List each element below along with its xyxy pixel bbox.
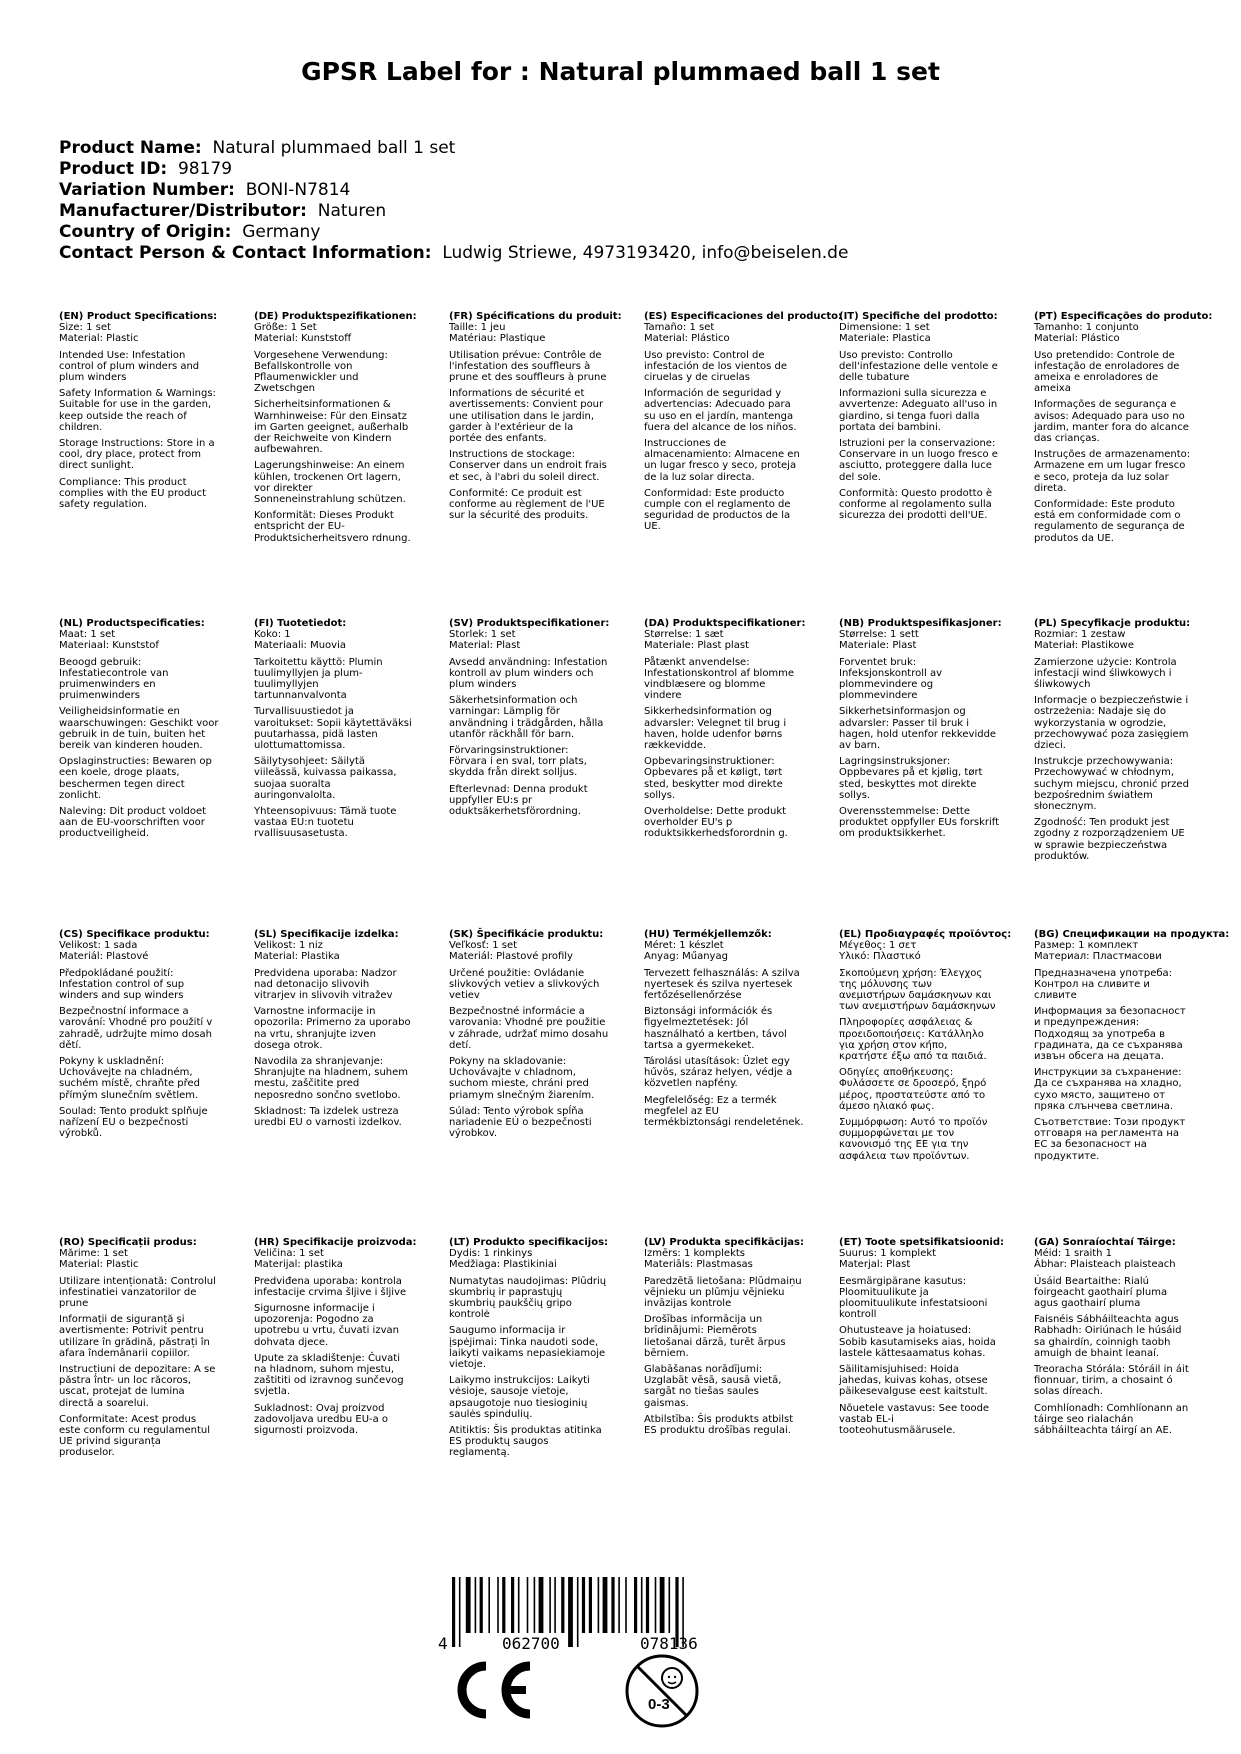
spec-text: Pokyny na skladovanie: Uchovávajte v chladnom, suchom mieste, chráni pred priamym slnečným žiarením. [449,1056,595,1101]
spec-text: Taille: 1 jeu Matériau: Plastique [449,322,546,345]
info-label: Manufacturer/Distributor: [59,201,307,221]
language-heading: (RO) Specificații produs: [59,1237,197,1248]
language-block [59,1237,219,1464]
spec-text: Treoracha Stórála: Stóráil in áit fionnuar, tirim, a chosaint ó solas díreach. [1034,1364,1189,1398]
spec-text: Laikymo instrukcijos: Laikyti vėsioje, sausoje vietoje, apsaugotoje nuo tiesioginių saulės spindulių. [449,1375,590,1420]
language-heading: (DE) Produktspezifikationen: [254,311,417,322]
info-row [59,159,848,180]
language-heading: (LV) Produkta specifikācijas: [644,1237,804,1248]
barcode-bar [603,1577,608,1633]
info-row [59,180,848,201]
spec-text: Varnostne informacije in opozorila: Primerno za uporabo na vrtu, shranjujte izven dosega otrok. [254,1006,411,1051]
barcode-digits-right: 078136 [640,1634,698,1653]
spec-text: Overholdelse: Dette produkt overholder EU's p roduktsikkerhedsforordnin g. [644,806,788,840]
spec-text: Säilitamisjuhised: Hoida jahedas, kuivas kohas, otsese päikesevalguse eest kaitstult. [839,1364,988,1398]
language-heading: (PT) Especificações do produto: [1034,311,1213,322]
spec-text: Bezpečnostní informace a varování: Vhodné pro použití v zahradě, udržujte mimo dosah dětí. [59,1006,213,1051]
spec-text: Předpokládané použití: Infestation control of sup winders and sup winders [59,967,185,1002]
spec-text: Información de seguridad y advertencias: Adecuado para su uso en el jardín, mantenga fuera del alcance de los niños. [644,388,797,433]
spec-text: Megfelelőség: Ez a termék megfelel az EU termékbiztonsági rendeletének. [644,1094,804,1129]
info-value: Naturen [317,201,387,221]
spec-text: Overensstemmelse: Dette produktet oppfyller EUs forskrift om produktsikkerhet. [839,806,1000,840]
spec-text: Informacje o bezpieczeństwie i ostrzeżenia: Nadaje się do wykorzystania w ogrodzie, przechowywać poza zasięgiem dzieci. [1034,695,1189,752]
language-heading: (PL) Specyfikacje produktu: [1034,618,1191,629]
spec-text: Opbevaringsinstruktioner: Opbevares på et køligt, tørt sted, beskytter mod direkte sollys. [644,756,783,801]
spec-text: Numatytas naudojimas: Plūdrių skumbrių ir paprastųjų skumbrių paukščių gripo kontrolė [449,1275,607,1321]
language-heading: (LT) Produkto specifikacijos: [449,1237,609,1248]
language-block [449,311,622,526]
spec-text: Lagerungshinweise: An einem kühlen, trockenen Ort lagern, vor direkter Sonneneinstrahlung schützen. [254,460,406,506]
spec-text: Safety Information & Warnings: Suitable for use in the garden, keep outside the reach of children. [59,388,216,433]
spec-text: Intended Use: Infestation control of plum winders and plum winders [59,349,200,384]
spec-text: Upute za skladištenje: Čuvati na hladnom, suhom mjestu, zaštititi od izravnog sunčevog svjetla. [254,1352,404,1398]
spec-text: Sigurnosne informacije i upozorenja: Pogodno za upotrebu u vrtu, čuvati izvan dohvata djece. [254,1303,399,1348]
spec-text: Méret: 1 készlet Anyag: Műanyag [644,940,728,963]
language-block [59,929,219,1144]
barcode-bar [669,1577,671,1633]
spec-text: Συμμόρφωση: Αυτό το προϊόν συμμορφώνεται με τον κανονισμό της ΕΕ για την ασφάλεια των προϊόντων. [839,1117,988,1162]
language-block [449,1237,609,1464]
spec-text: Informazioni sulla sicurezza e avvertenze: Adeguato all'uso in giardino, si tenga fuori dalla portata dei bambini. [839,388,998,433]
spec-text: Størrelse: 1 sett Materiale: Plast [839,629,919,652]
spec-text: Vorgesehene Verwendung: Befallskontrolle von Pflaumenwickler und Zwetschgen [254,349,388,395]
spec-text: Rozmiar: 1 zestaw Materiał: Plastikowe [1034,629,1134,652]
barcode-bar [466,1577,471,1633]
barcode-bar [527,1577,529,1633]
spec-text: Faisnéis Sábháilteachta agus Rabhadh: Oiriúnach le húsáid sa ghairdín, coinnigh taobh amuigh de bhaint leanaí. [1034,1314,1182,1359]
spec-text: Drošības informācija un brīdinājumi: Piemērots lietošanai dārzā, turēt ārpus bērniem. [644,1314,786,1359]
language-block [644,618,804,845]
spec-text: Säkerhetsinformation och varningar: Lämplig för användning i trädgården, hålla utanför räckhåll för barn. [449,695,604,740]
spec-text: Σκοπούμενη χρήση: Έλεγχος της μόλυνσης των ανεμιστήρων δαμάσκηνων και των ανεμιστήρων δαμάσκηνων [839,967,996,1013]
language-heading: (NL) Productspecificaties: [59,618,205,629]
spec-text: Uso previsto: Controllo dell'infestazione delle ventole e delle tubature [839,349,998,384]
spec-text: Naleving: Dit product voldoet aan de EU-voorschriften voor productveiligheid. [59,806,207,840]
barcode-bar [646,1577,649,1633]
language-block [1034,1237,1194,1441]
spec-text: Instrucciones de almacenamiento: Almacene en un lugar fresco y seco, proteja de la luz solar directa. [644,438,800,483]
age-warning-label: 0-3 [648,1696,670,1713]
barcode-bar [480,1577,483,1633]
spec-text: Opslaginstructies: Bewaren op een koele, droge plaats, beschermen tegen direct zonlicht. [59,756,212,801]
spec-text: Sicherheitsinformationen & Warnhinweise: Für den Einsatz im Garten geeignet, außerhalb der Reichweite von Kindern aufbewahren. [254,399,409,456]
info-value: Germany [242,222,321,242]
language-heading: (NB) Produktspesifikasjoner: [839,618,1002,629]
spec-text: Instruções de armazenamento: Armazene em um lugar fresco e seco, proteja da luz solar direta. [1034,449,1191,494]
info-value: Ludwig Striewe, 4973193420, info@beiselen.de [442,243,849,263]
spec-text: Größe: 1 Set Material: Kunststoff [254,322,352,345]
spec-text: Maat: 1 set Materiaal: Kunststof [59,629,159,652]
spec-text: Utilisation prévue: Contrôle de l'infestation des souffleurs à prune et des souffleurs à prune [449,349,607,384]
language-block [449,929,609,1144]
spec-text: Tamanho: 1 conjunto Material: Plástico [1034,322,1139,345]
language-block [839,311,999,526]
spec-text: Beoogd gebruik: Infestatiecontrole van pruimenwinders en pruimenwinders [59,656,169,702]
language-heading: (FI) Tuotetiedot: [254,618,347,629]
barcode-bar [582,1577,585,1633]
barcode-bar [577,1577,579,1647]
barcode-bar [534,1577,536,1633]
language-block [839,618,1002,845]
barcode-bar [568,1577,573,1647]
info-row [59,201,848,222]
spec-text: Biztonsági információk és figyelmeztetések: Jól használható a kertben, távol tartsa a gyermekeket. [644,1006,787,1051]
spec-text: Tamaño: 1 set Material: Plástico [644,322,730,345]
spec-text: Utilizare intenționată: Controlul infestinatiei vanzatorilor de prune [59,1275,216,1310]
barcode-bar [497,1577,499,1633]
spec-text: Информация за безопасност и предупреждения: Подходящ за употреба в градината, да се съхранява извън обсега на децата. [1034,1006,1186,1063]
info-row [59,243,848,264]
language-heading: (GA) Sonraíochtaí Táirge: [1034,1237,1176,1248]
language-heading: (IT) Specifiche del prodotto: [839,311,998,322]
spec-text: Zgodność: Ten produkt jest zgodny z rozporządzeniem UE w sprawie bezpieczeństwa produktów. [1034,817,1185,862]
language-block [254,929,414,1133]
language-heading: (EN) Product Specifications: [59,311,218,322]
spec-text: Sikkerhetsinformasjon og advarsler: Passer til bruk i hagen, hold utenfor rekkevidde av barn. [839,706,997,752]
language-block [644,929,804,1133]
language-block [839,1237,1005,1441]
barcode-bar [488,1577,490,1633]
language-block [1034,618,1194,867]
spec-text: Zamierzone użycie: Kontrola infestacji wind śliwkowych i śliwkowych [1034,656,1177,691]
spec-text: Conformité: Ce produit est conforme au règlement de l'UE sur la sécurité des produits. [449,487,605,522]
spec-text: Conformidad: Este producto cumple con el reglamento de seguridad de productos de la UE. [644,487,791,533]
spec-text: Dydis: 1 rinkinys Medžiaga: Plastikiniai [449,1248,557,1271]
barcode-bar [539,1577,544,1633]
barcode-bar [502,1577,505,1633]
language-block [644,311,843,538]
product-info [59,138,848,264]
info-value: BONI-N7814 [245,180,351,200]
spec-text: Μέγεθος: 1 σετ Υλικό: Πλαστικό [839,940,921,963]
barcode-bar [452,1577,455,1647]
spec-text: Istruzioni per la conservazione: Conservare in un luogo fresco e asciutto, proteggere dalla luce del sole. [839,438,998,483]
language-heading: (ES) Especificaciones del producto: [644,311,843,322]
spec-text: Размер: 1 комплект Материал: Пластмасови [1034,940,1162,963]
spec-text: Størrelse: 1 sæt Materiale: Plast plast [644,629,749,652]
language-heading: (CS) Specifikace produktu: [59,929,210,940]
language-heading: (HU) Termékjellemzők: [644,929,772,940]
spec-text: Οδηγίες αποθήκευσης: Φυλάσσετε σε δροσερό, ξηρό μέρος, προστατεύστε από το άμεσο ηλιακό φως. [839,1067,987,1112]
language-heading: (BG) Спецификации на продукта: [1034,929,1230,940]
spec-text: Veľkosť: 1 set Materiál: Plastové profily [449,940,573,963]
spec-text: Instructions de stockage: Conserver dans un endroit frais et sec, à l'abri du soleil direct. [449,449,607,483]
barcode-bar [475,1577,477,1633]
spec-text: Tarkoitettu käyttö: Plumin tuulimyllyjen ja plum-tuulimyllyjen tartunnanvalvonta [254,656,383,702]
spec-text: Navodila za shranjevanje: Shranjujte na hladnem, suhem mestu, zaščitite pred neposredno sončno svetlobo. [254,1056,409,1101]
language-heading: (FR) Spécifications du produit: [449,311,622,322]
language-heading: (HR) Specifikacije proizvoda: [254,1237,417,1248]
language-block [1034,929,1230,1167]
spec-text: Comhlíonadh: Comhlíonann an táirge seo rialachán sábháilteachta táirgí an AE. [1034,1402,1189,1437]
info-value: 98179 [177,159,233,179]
barcode-digits-left: 062700 [502,1634,560,1653]
barcode-bar [598,1577,600,1633]
barcode-bar [660,1577,665,1633]
spec-text: Veiligheidsinformatie en waarschuwingen: Geschikt voor gebruik in de tuin, buiten het bereik van kinderen houden. [59,706,219,752]
spec-text: Pokyny k uskladnění: Uchovávejte na chladném, suchém místě, chraňte před přímým slunečním světlem. [59,1056,201,1101]
spec-text: Glabāšanas norādījumi: Uzglabāt vēsā, sausā vietā, sargāt no tiešas saules gaismas. [644,1364,782,1409]
barcode-bar [549,1577,551,1633]
spec-text: Conformidade: Este produto está em conformidade com o regulamento de segurança de produtos da UE. [1034,499,1185,544]
spec-text: Avsedd användning: Infestation kontroll av plum winders och plum winders [449,656,608,691]
barcode-bar [625,1577,627,1633]
info-row [59,138,848,159]
barcode-bar [511,1577,514,1633]
info-label: Country of Origin: [59,222,232,242]
spec-text: Yhteensopivuus: Tämä tuote vastaa EU:n tuotetu rvallisuusasetusta. [254,806,397,840]
info-label: Product Name: [59,138,202,158]
barcode-bar [611,1577,614,1633]
spec-text: Instrucțiuni de depozitare: A se păstra într- un loc răcoros, uscat, protejat de lumina directă a soarelui. [59,1364,216,1409]
language-block [644,1237,804,1441]
barcode-bar [589,1577,592,1633]
language-heading: (DA) Produktspecifikationer: [644,618,806,629]
spec-text: Informations de sécurité et avertissements: Convient pour une utilisation dans le jardin, garder à l'extérieur de la portée des enfants. [449,388,604,445]
info-value: Natural plummaed ball 1 set [212,138,456,158]
spec-text: Koko: 1 Materiaali: Muovia [254,629,346,652]
language-block [1034,311,1213,549]
spec-text: Sikkerhedsinformation og advarsler: Velegnet til brug i haven, holde udenfor børns rækkevidde. [644,706,787,752]
spec-text: Tervezett felhasználás: A szilva nyertesek és szilva nyertesek fertőzésellenőrzése [644,967,800,1002]
spec-text: Compliance: This product complies with the EU product safety regulation. [59,476,207,511]
spec-text: Eesmärgipärane kasutus: Ploomituulikute ja ploomituulikute infestatsiooni kontroll [839,1275,988,1321]
language-heading: (ET) Toote spetsifikatsioonid: [839,1237,1005,1248]
spec-text: Storlek: 1 set Material: Plast [449,629,521,652]
language-block [839,929,1012,1167]
barcode-bar [459,1577,461,1647]
spec-text: Veličina: 1 set Materijal: plastika [254,1248,343,1271]
spec-text: Förvaringsinstruktioner: Förvara i en sval, torr plats, skydda från direkt solljus. [449,745,587,779]
language-block [254,618,414,845]
spec-text: Säilytysohjeet: Säilytä viileässä, kuivassa paikassa, suojaa suoralta auringonvalolta. [254,756,397,801]
barcode-bar [618,1577,620,1633]
spec-text: Soulad: Tento produkt splňuje nařízení EU o bezpečnosti výrobků. [59,1105,208,1140]
spec-text: Предназначена употреба: Контрол на сливите и сливите [1034,967,1173,1002]
spec-text: Påtænkt anvendelse: Infestationskontrol af blomme vindblæsere og blomme vindere [644,656,795,702]
spec-text: Určené použitie: Ovládanie slivkových vetiev a slivkových vetiev [449,967,600,1002]
spec-text: Saugumo informacija ir įspėjimai: Tinka naudoti sode, laikyti vaikams nepasiekiamoje vietoje. [449,1325,606,1371]
barcode-bar [561,1577,564,1633]
info-label: Contact Person & Contact Information: [59,243,432,263]
language-heading: (EL) Προδιαγραφές προϊόντος: [839,929,1012,940]
spec-text: Informații de siguranță și avertismente: Potrivit pentru utilizare în grădină, păstrați în afara îndemânarii copiilor. [59,1314,210,1359]
spec-text: Conformità: Questo prodotto è conforme al regolamento sulla sicurezza dei prodotti dell'UE. [839,487,993,522]
spec-text: Forventet bruk: Infeksjonskontroll av plommevindere og plommevindere [839,656,943,702]
spec-text: Súlad: Tento výrobok spĺňa nariadenie EÚ o bezpečnosti výrobkov. [449,1105,592,1140]
language-heading: (SL) Specifikacije izdelka: [254,929,399,940]
spec-text: Atitiktis: Šis produktas atitinka ES produktų saugos reglamentą. [449,1425,602,1459]
spec-text: Sukladnost: Ovaj proizvod zadovoljava uredbu EU-a o sigurnosti proizvoda. [254,1402,389,1437]
info-row [59,222,848,243]
barcode-bar [634,1577,637,1633]
spec-text: Informações de segurança e avisos: Adequado para uso no jardim, manter fora do alcance das crianças. [1034,399,1189,445]
language-block [254,1237,417,1441]
spec-text: Uso previsto: Control de infestación de los vientos de ciruelas y de ciruelas [644,349,788,384]
barcode-bar [655,1577,657,1633]
spec-text: Predviđena uporaba: kontrola infestacije crvima šljive i šljive [254,1275,407,1298]
spec-text: Turvallisuustiedot ja varoitukset: Sopii käytettäväksi puutarhassa, pidä lasten ulottumattomissa. [254,706,412,752]
spec-text: Съответствие: Този продукт отговаря на регламента на ЕС за безопасност на продуктите. [1034,1117,1186,1162]
ce-mark-icon [450,1660,535,1720]
spec-text: Tárolási utasítások: Üzlet egy hűvös, száraz helyen, védje a közvetlen napfény. [644,1056,793,1090]
spec-text: Efterlevnad: Denna produkt uppfyller EU:s pr oduktsäkerhetsförordning. [449,783,588,818]
spec-text: Lagringsinstruksjoner: Oppbevares på et kjølig, tørt sted, beskyttes mot direkte sollys. [839,756,983,801]
barcode-bar [518,1577,520,1633]
spec-text: Conformitate: Acest produs este conform cu regulamentul UE privind siguranța produselor. [59,1413,210,1459]
spec-text: Πληροφορίες ασφάλειας & προειδοποιήσεις: Κατάλληλο για χρήση στον κήπο, κρατήστε έξω από τα παιδιά. [839,1017,987,1063]
spec-text: Uso pretendido: Controle de infestação de enroladores de ameixa e enroladores de ameixa [1034,349,1180,395]
spec-text: Mărime: 1 set Material: Plastic [59,1248,139,1271]
spec-text: Velikost: 1 niz Material: Plastika [254,940,340,963]
language-block [59,618,219,845]
language-heading: (SK) Špecifikácie produktu: [449,929,604,940]
spec-text: Nõuetele vastavus: See toode vastab EL-i tooteohutusmäärusele. [839,1402,990,1437]
spec-text: Ohutusteave ja hoiatused: Sobib kasutamiseks aias, hoida lastele kättesaamatus kohas. [839,1325,996,1359]
spec-text: Dimensione: 1 set Materiale: Plastica [839,322,931,345]
spec-text: Инструкции за съхранение: Да се съхранява на хладно, сухо място, защитено от пряка слънчева светлина. [1034,1067,1182,1112]
info-label: Product ID: [59,159,168,179]
spec-text: Méid: 1 sraith 1 Ábhar: Plaisteach plaisteach [1034,1248,1176,1271]
info-label: Variation Number: [59,180,235,200]
spec-text: Paredzētā lietošana: Plūdmaiņu vējnieku un plūmju vējnieku invāzijas kontrole [644,1275,802,1310]
spec-text: Izmērs: 1 komplekts Materiāls: Plastmasas [644,1248,753,1271]
spec-text: Úsáid Beartaithe: Rialú foirgeacht gaothairí pluma agus gaothairí pluma [1034,1275,1168,1310]
age-warning-icon [622,1651,702,1731]
language-block [254,311,417,549]
spec-text: Instrukcje przechowywania: Przechowywać w chłodnym, suchym miejscu, chronić przed bezpośrednim światłem słonecznym. [1034,756,1189,813]
spec-text: Suurus: 1 komplekt Materjal: Plast [839,1248,937,1271]
barcode-bar [554,1577,556,1633]
spec-text: Storage Instructions: Store in a cool, dry place, protect from direct sunlight. [59,438,215,472]
barcode-digit-lead: 4 [438,1634,448,1653]
language-block [59,311,219,515]
page-title: GPSR Label for : Natural plummaed ball 1 set [301,57,940,86]
spec-text: Predvidena uporaba: Nadzor nad detonacijo slivovih vitrarjev in slivovih vitražev [254,967,397,1002]
spec-text: Bezpečnostné informácie a varovania: Vhodné pre použitie v záhrade, udržať mimo dosahu detí. [449,1006,609,1051]
spec-text: Konformität: Dieses Produkt entspricht der EU-Produktsicherheitsvero rdnung. [254,510,411,544]
spec-text: Velikost: 1 sada Materiál: Plastové [59,940,149,963]
spec-text: Atbilstība: Šis produkts atbilst ES produktu drošības regulai. [644,1413,794,1437]
barcode-bar [641,1577,643,1633]
language-block [449,618,609,822]
language-heading: (SV) Produktspecifikationer: [449,618,610,629]
spec-text: Size: 1 set Material: Plastic [59,322,139,345]
spec-text: Skladnost: Ta izdelek ustreza uredbi EU o varnosti izdelkov. [254,1105,402,1129]
